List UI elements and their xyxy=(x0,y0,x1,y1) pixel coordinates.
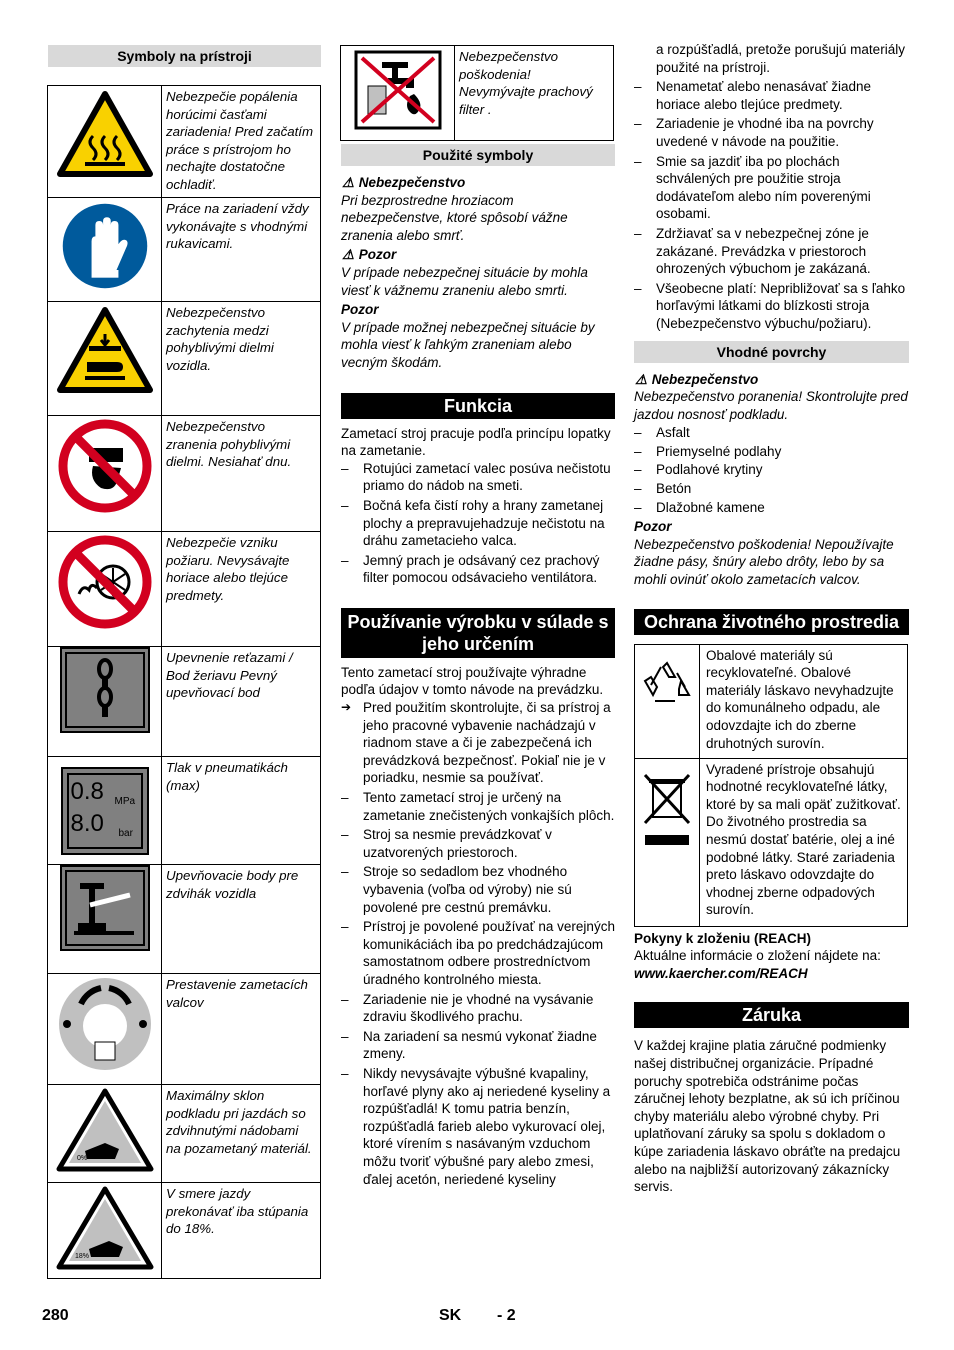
use-intro: Tento zametací stroj používajte výhradne podľa údajov v tomto návode na prevádzku. xyxy=(341,664,604,698)
list-item: – Zariadenie nie je vhodné na vysávanie zdraviu škodlivého prachu. xyxy=(341,991,615,1026)
caution-label: Pozor xyxy=(341,302,379,318)
filter-symbol-table xyxy=(340,45,614,141)
use-heading: Používanie výrobku v súlade s jeho určením xyxy=(341,608,615,658)
caution-text: V prípade možnej nebezpečnej situácie by mohla viesť k ľahkým zraneniam alebo vecným škodám. xyxy=(341,319,595,370)
surfaces-list xyxy=(634,424,909,516)
slope-badge-18: 18% xyxy=(74,1253,89,1260)
list-item: – Betón xyxy=(634,480,909,498)
danger-text: Pri bezprostredne hroziacom nebezpečenstve, ktoré spôsobí vážne zranenia alebo smrť. xyxy=(341,192,568,243)
protective-gloves-icon xyxy=(48,198,162,302)
reach-link[interactable]: www.kaercher.com/REACH xyxy=(634,965,808,981)
list-item: – Nenametať alebo nenasávať žiadne horiace alebo tlejúce predmety. xyxy=(634,78,909,113)
rules-list xyxy=(634,78,909,332)
symbol-text-fire: Nebezpečie vzniku požiaru. Nevysávajte horiace alebo tlejúce predmety. xyxy=(162,532,321,647)
page-number: 280 xyxy=(42,1307,69,1324)
filter-symbol-text: Nebezpečenstvo poškodenia! Nevymývajte prachový filter . xyxy=(455,46,614,141)
symbol-text-jack: Upevňovacie body pre zdvihák vozidla xyxy=(162,865,321,974)
roller-adjustment-icon xyxy=(48,974,162,1085)
list-item: – Zariadenie je vhodné iba na povrchy uvedené v návode na použitie. xyxy=(634,115,909,150)
no-reach-in-icon xyxy=(48,416,162,532)
symbol-text-hot: Nebezpečie popálenia horúcimi časťami zariadenia! Pred začatím práce s prístrojom ho nechajte dostatočne ochladiť. xyxy=(162,86,321,198)
symbol-text-slope: Maximálny sklon podkladu pri jazdách so zdvihnutými nádobami na pozametaný materiál. xyxy=(162,1085,321,1183)
list-item: – Na zariadení sa nesmú vykonať žiadne zmeny. xyxy=(341,1028,615,1063)
funkcia-intro: Zametací stroj pracuje podľa princípu lopatky na zametanie. xyxy=(341,425,611,459)
list-item: – Podlahové krytiny xyxy=(634,461,909,479)
symbol-text-roller: Prestavenie zametacích valcov xyxy=(162,974,321,1085)
jack-point-icon xyxy=(48,865,162,974)
warning-label: ⚠ Pozor xyxy=(341,247,397,263)
funkcia-list xyxy=(341,460,615,587)
hot-surface-warning-icon xyxy=(48,86,162,198)
surfaces-caution-text: Nebezpečenstvo poškodenia! Nepoužívajte žiadne pásy, šnúry alebo drôty, lebo by sa mohli ovinúť okolo zametacích valcov. xyxy=(634,536,894,588)
danger-label: ⚠ Nebezpečenstvo xyxy=(341,175,466,190)
slope-18-percent-icon xyxy=(48,1183,162,1279)
use-arrow-list xyxy=(341,699,615,787)
list-item: – Priemyselné podlahy xyxy=(634,443,909,461)
warning-triangle-icon: ⚠ xyxy=(341,247,355,263)
env-table xyxy=(634,644,908,927)
hand-crush-warning-icon xyxy=(48,302,162,416)
symbol-text-pressure: Tlak v pneumatikách (max) xyxy=(162,757,321,865)
list-item: – Asfalt xyxy=(634,424,909,442)
list-item: – Rotujúci zametací valec posúva nečistotu priamo do nádob na smeti. xyxy=(341,460,615,495)
pressure-bar-value: 8.0 xyxy=(70,810,104,837)
continuation-text: a rozpúšťadlá, pretože porušujú materiály použité na prístroji. xyxy=(656,42,905,75)
list-item: ➔ Pred použitím skontrolujte, či sa prístroj a jeho pracovné vybavenie nachádzajú v riadnom stave a či je zabezpečená ich prevádzková bezpečnosť. Pokiaľ nie je v poriadku, nesmie sa používať. xyxy=(341,699,615,787)
language-code: SK xyxy=(439,1307,462,1324)
list-item: – Bočná kefa čistí rohy a hrany zametanej plochy a prepravujehadzuje nečistotu na dráhu zametacieho valca. xyxy=(341,497,615,550)
symbols-table xyxy=(47,85,321,1279)
pressure-mpa-unit: MPa xyxy=(114,796,136,807)
warranty-heading: Záruka xyxy=(634,1002,909,1028)
use-list xyxy=(341,789,615,1188)
list-item: – Dlažobné kamene xyxy=(634,499,909,517)
symbol-text-chain: Upevnenie reťazami / Bod žeriavu Pevný upevňovací bod xyxy=(162,647,321,757)
pressure-bar-unit: bar xyxy=(118,828,133,839)
list-item: – Všeobecne platí: Nepribližovať sa s ľahko horľavými látkami do blízkosti stroja (Nebezpečenstvo výbuchu/požiaru). xyxy=(634,280,909,333)
list-item: – Jemný prach je odsávaný cez prachový filter pomocou odsávacieho ventilátora. xyxy=(341,552,615,587)
used-symbols-heading: Použité symboly xyxy=(341,144,615,166)
env-text-devices: Vyradené prístroje obsahujú hodnotné recyklovateľné látky, ktoré by sa mali opäť zužitkovať. Do životného prostredia sa nesmú dostať batérie, olej a iné podobné látky. Staré zariadenia preto láskavo odovzdajte do vhodnej zberne odpadových surovín. xyxy=(700,758,908,926)
env-text-packaging: Obalové materiály sú recyklovateľné. Obalové materiály láskavo nevyhadzujte do komunálneho odpadu, ale odovzdajte ich do zberne druhotných surovín. xyxy=(700,644,908,758)
funkcia-heading: Funkcia xyxy=(341,393,615,419)
symbol-text-gloves: Práce na zariadení vždy vykonávajte s vhodnými rukavicami. xyxy=(162,198,321,302)
chain-lifting-point-icon xyxy=(48,647,162,757)
slope-badge-0: 0% xyxy=(76,1155,87,1162)
env-heading: Ochrana životného prostredia xyxy=(634,609,909,635)
symbol-text-crush: Nebezpečenstvo zachytenia medzi pohyblivými dielmi vozidla. xyxy=(162,302,321,416)
crossed-bin-icon xyxy=(635,758,700,926)
list-item: – Smie sa jazdiť iba po plochách schválených pre použitie stroja dodávateľom alebo ním poverenými osobami. xyxy=(634,153,909,223)
tyre-pressure-icon xyxy=(48,757,162,865)
warning-triangle-icon: ⚠ xyxy=(634,371,648,387)
page-sub-number: - 2 xyxy=(497,1307,516,1324)
list-item: – Stroje so sedadlom bez vhodného vybavenia (voľba od výroby) nie sú povolené pre cestnú premávku. xyxy=(341,863,615,916)
no-wash-filter-icon xyxy=(341,46,455,141)
surfaces-caution-label: Pozor xyxy=(634,519,672,535)
symbols-heading: Symboly na prístroji xyxy=(48,45,321,67)
list-item: – Prístroj je povolené používať na verejných komunikáciách iba po predchádzajúcom samostatnom odbere prostredníctvom úradného kontrolného miesta. xyxy=(341,918,615,988)
list-item: – Stroj sa nesmie prevádzkovať v uzatvorených priestoroch. xyxy=(341,826,615,861)
recycling-icon xyxy=(635,644,700,758)
symbol-text-slope18: V smere jazdy prekonávať iba stúpania do 18%. xyxy=(162,1183,321,1279)
list-item: – Zdržiavať sa v nebezpečnej zóne je zakázané. Prevádzka v priestoroch ohrozených výbuchom je zakázaná. xyxy=(634,225,909,278)
warranty-text: V každej krajine platia záručné podmienky našej distribučnej organizácie. Prípadné poruchy spotrebiča odstránime počas záručnej lehoty bezplatne, ak sú ich príčinou chyby materiálu alebo výrobné chyby. Pri uplatňovaní záruky sa spolu s dokladom o kúpe zariadenia láskavo obráťte na predajcu alebo na najbližší autorizovaný zákaznícky servis. xyxy=(634,1038,901,1195)
reach-text: Aktuálne informácie o zložení nájdete na: xyxy=(634,948,881,964)
warning-text: V prípade nebezpečnej situácie by mohla viesť k vážnemu zraneniu alebo smrti. xyxy=(341,264,588,298)
symbol-text-noreach: Nebezpečenstvo zranenia pohyblivými dielmi. Nesiahať dnu. xyxy=(162,416,321,532)
no-burning-objects-icon xyxy=(48,532,162,647)
surfaces-heading: Vhodné povrchy xyxy=(634,341,909,363)
reach-heading: Pokyny k zloženiu (REACH) xyxy=(634,930,812,946)
list-item: – Nikdy nevysávajte výbušné kvapaliny, horľavé plyny ako aj neriedené kyseliny a rozpúšťadlá! K tomu patria benzín, rozpúšťadlá farieb alebo vykurovací olej, ktoré vírením s nasávaným vzduchom môžu tvoriť výbušné pary alebo zmesi, ďalej acetón, neriedené kyseliny xyxy=(341,1065,615,1188)
surfaces-danger-text: Nebezpečenstvo poranenia! Skontrolujte pred jazdou nosnosť podkladu. xyxy=(634,389,908,422)
slope-raised-hopper-icon xyxy=(48,1085,162,1183)
pressure-mpa-value: 0.8 xyxy=(70,778,104,805)
surfaces-danger-label: ⚠ Nebezpečenstvo xyxy=(634,371,759,387)
warning-triangle-icon: ⚠ xyxy=(341,175,355,190)
list-item: – Tento zametací stroj je určený na zametanie znečistených vonkajších plôch. xyxy=(341,789,615,824)
